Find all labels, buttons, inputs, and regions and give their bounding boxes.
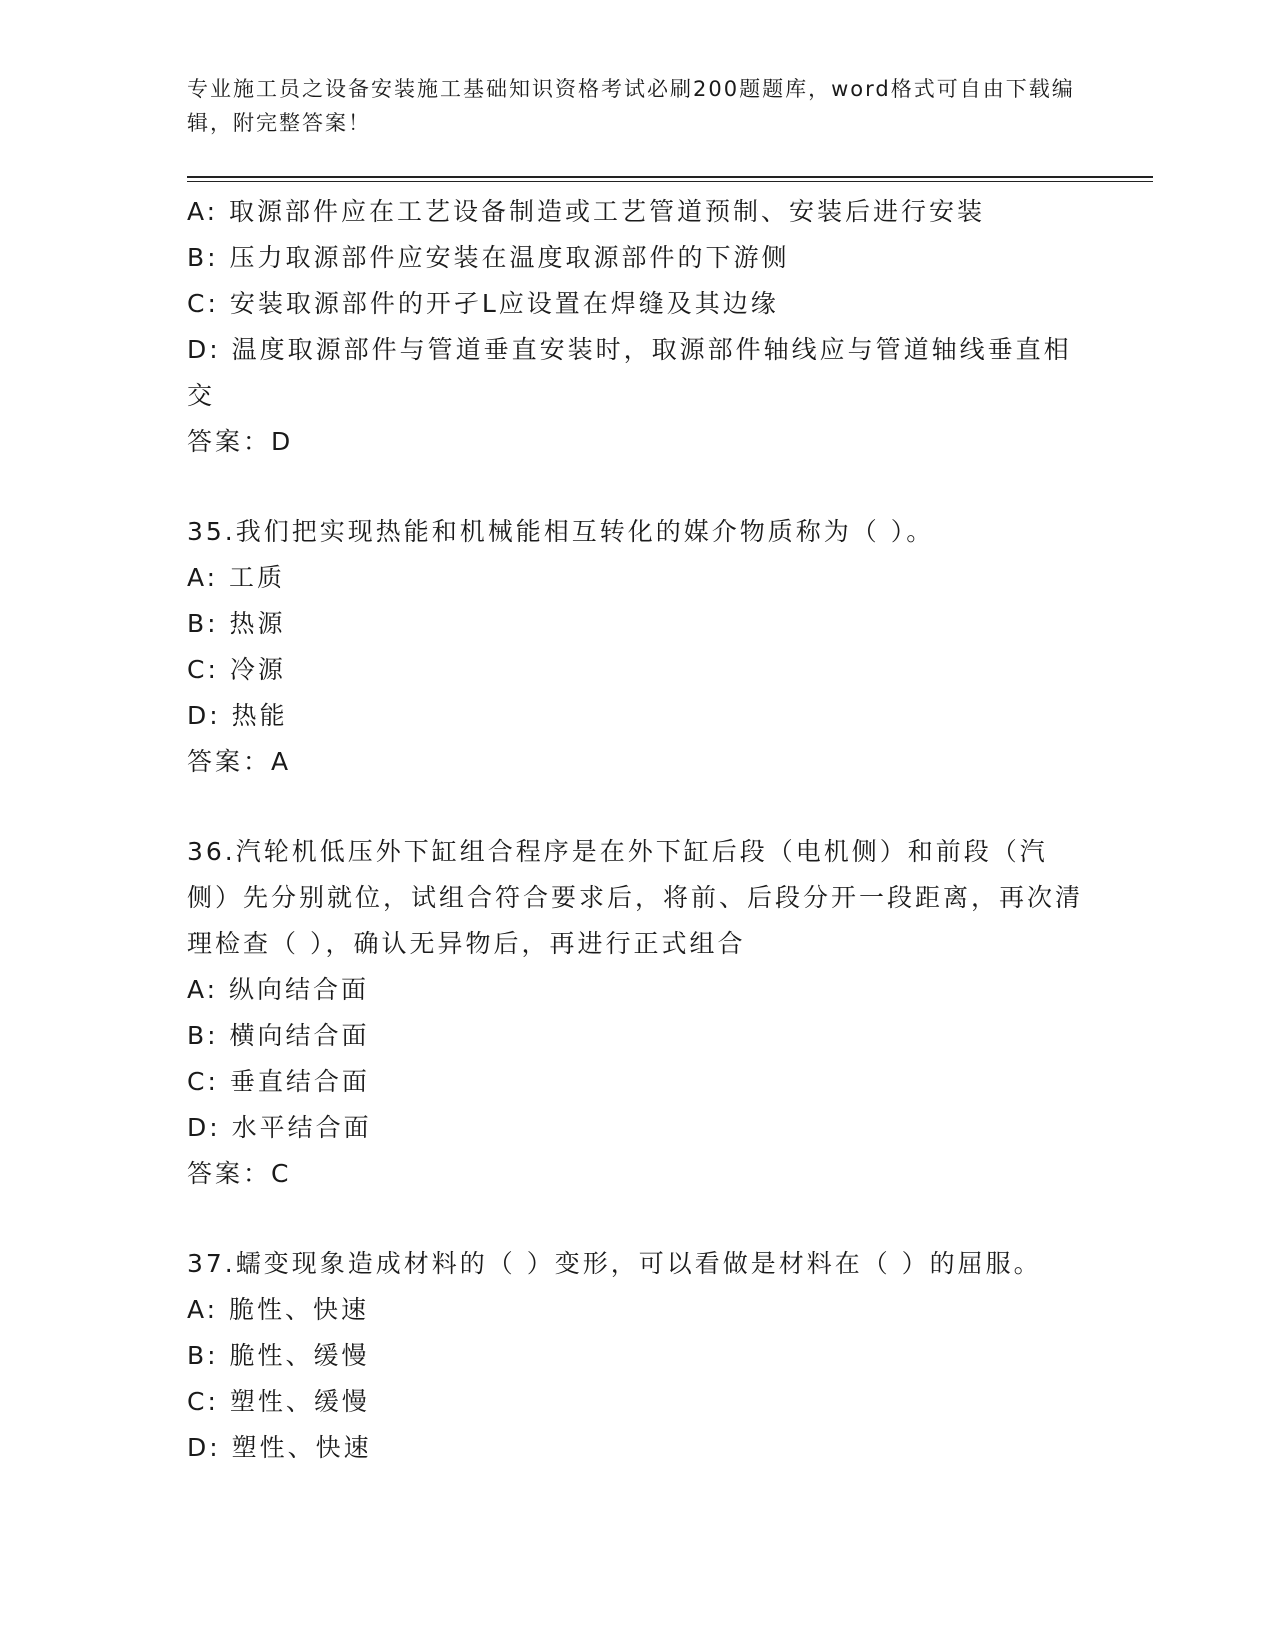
question-content [187, 189, 1087, 1471]
option-d: D: 热能 [187, 701, 288, 730]
option-c: C: 冷源 [187, 655, 286, 684]
option-a: A: 纵向结合面 [187, 975, 370, 1004]
answer-text: 答案：D [187, 427, 294, 456]
header-divider [187, 176, 1153, 182]
document-title: 专业施工员之设备安装施工基础知识资格考试必刷200题题库，word格式可自由下载编辑，附完整答案！ [187, 77, 1075, 135]
option-a: A: 脆性、快速 [187, 1295, 370, 1324]
option-a: A: 取源部件应在工艺设备制造或工艺管道预制、安装后进行安装 [187, 197, 986, 226]
option-b: B: 横向结合面 [187, 1021, 370, 1050]
question-block-37 [187, 1241, 1087, 1471]
option-b: B: 脆性、缓慢 [187, 1341, 370, 1370]
option-c: C: 塑性、缓慢 [187, 1387, 370, 1416]
question-stem: 37.蠕变现象造成材料的（ ）变形，可以看做是材料在（ ）的屈服。 [187, 1249, 1042, 1278]
option-a: A: 工质 [187, 563, 286, 592]
option-c: C: 安装取源部件的开孑L应设置在焊缝及其边缘 [187, 289, 779, 318]
page-header [187, 72, 1087, 140]
question-block-34 [187, 189, 1087, 465]
question-block-36 [187, 829, 1087, 1197]
option-d: D: 温度取源部件与管道垂直安装时，取源部件轴线应与管道轴线垂直相交 [187, 335, 1072, 410]
option-c: C: 垂直结合面 [187, 1067, 370, 1096]
question-stem: 36.汽轮机低压外下缸组合程序是在外下缸后段（电机侧）和前段（汽侧）先分别就位，试组合符合要求后，将前、后段分开一段距离，再次清理检查（ ），确认无异物后，再进行正式组合 [187, 837, 1084, 958]
option-b: B: 压力取源部件应安装在温度取源部件的下游侧 [187, 243, 790, 272]
question-stem: 35.我们把实现热能和机械能相互转化的媒介物质称为（ ）。 [187, 517, 935, 546]
question-block-35 [187, 509, 1087, 785]
option-b: B: 热源 [187, 609, 286, 638]
answer-text: 答案：C [187, 1159, 292, 1188]
answer-text: 答案：A [187, 747, 292, 776]
option-d: D: 塑性、快速 [187, 1433, 372, 1462]
option-d: D: 水平结合面 [187, 1113, 372, 1142]
